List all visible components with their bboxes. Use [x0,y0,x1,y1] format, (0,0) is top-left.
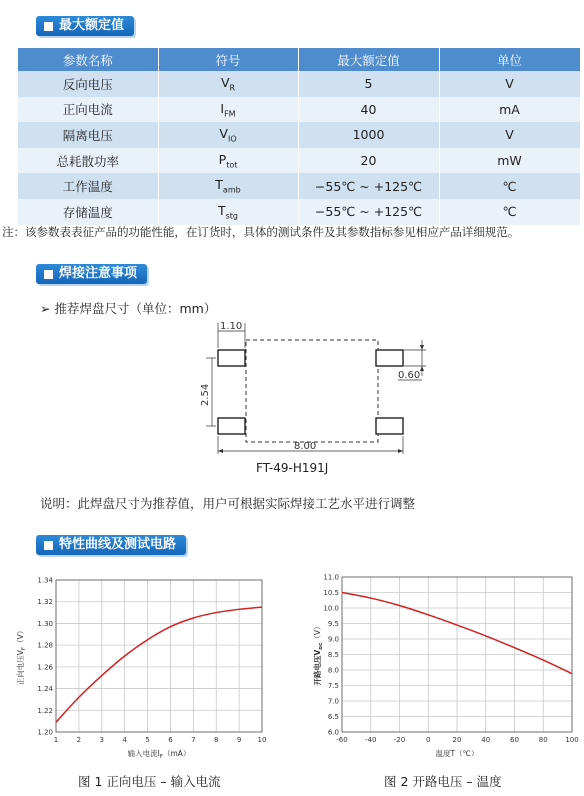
y-tick-label: 6.5 [327,713,339,721]
column-header: 最大额定值 [298,48,439,71]
pad-top-left [218,350,245,366]
x-tick-label: 4 [122,736,127,744]
x-tick-label: 80 [538,736,548,744]
x-tick-label: 20 [452,736,462,744]
section-header-curves [36,535,186,555]
package-outline [246,340,378,442]
param-symbol: $T_{stg}$ [158,199,298,225]
x-tick-label: 10 [257,736,267,744]
param-symbol: $I_{FM}$ [158,97,298,123]
chart2-caption: 图 2 开路电压 – 温度 [384,774,502,789]
section-title: 焊接注意事项 [59,266,138,281]
param-name: 总耗散功率 [18,148,158,174]
x-tick-label: 5 [145,736,150,744]
section-title: 最大额定值 [59,18,125,33]
square-bullet-icon [44,541,53,550]
pad-bottom-left [218,418,245,434]
param-name: 隔离电压 [18,122,158,148]
param-unit: mW [439,148,580,174]
forward-voltage-series-line [56,607,262,722]
param-unit: V [439,71,580,97]
column-header: 单位 [439,48,580,71]
pad-top-right [376,350,403,366]
dim-right-label: 0.60 [398,370,421,381]
y-tick-label: 7.5 [327,682,339,690]
chart1-caption: 图 1 正向电压 – 输入电流 [78,774,221,789]
x-tick-label: 40 [481,736,491,744]
param-symbol: $P_{tot}$ [158,148,298,174]
y-tick-label: 1.28 [37,641,53,650]
column-header: 符号 [158,48,298,71]
table-row [18,199,580,225]
x-tick-label: 1 [53,736,59,744]
plot-frame [56,580,262,732]
param-name: 存储温度 [18,199,158,225]
table-note: 注：该参数表表征产品的功能性能，在订货时，具体的测试条件及其参数指标参见相应产品详细规范。 [2,225,520,239]
param-value: −55℃ ~ +125℃ [298,173,439,199]
table-row [18,148,580,174]
param-name: 工作温度 [18,173,158,199]
x-tick-label: 7 [191,736,196,744]
square-bullet-icon [44,270,53,279]
y-tick-label: 8.5 [327,651,339,659]
y-tick-label: 11.0 [323,573,339,582]
param-symbol: $T_{amb}$ [158,173,298,199]
y-tick-label: 1.20 [37,728,53,737]
dim-bottom-label: 8.00 [294,441,317,452]
x-tick-label: 9 [236,736,242,744]
x-tick-label: 2 [76,736,82,744]
y-tick-label: 1.30 [37,619,53,628]
table-row [18,71,580,97]
open-circuit-voltage-chart [300,568,584,758]
forward-voltage-chart [0,568,290,758]
x-axis-label: 输入电流$I_F(mA)$ [127,749,191,758]
package-code: FT-49-H191J [256,461,329,475]
param-value: 20 [298,148,439,174]
pad-explanation: 说明：此焊盘尺寸为推荐值，用户可根据实际焊接工艺水平进行调整 [40,496,416,511]
x-tick-label: 100 [565,736,579,744]
x-tick-label: 8 [213,736,219,744]
table-header-row [18,48,580,71]
param-symbol: $V_{IO}$ [158,122,298,148]
param-unit: ℃ [439,199,580,225]
section-header-soldering [36,264,147,284]
param-value: 5 [298,71,439,97]
param-name: 正向电流 [18,97,158,123]
param-unit: mA [439,97,580,123]
y-axis-label: 开路电压$V_{oc}(V)$ [313,622,324,686]
dim-left-label: 2.54 [200,383,211,406]
y-tick-label: 1.26 [37,663,53,672]
y-tick-label: 1.34 [37,576,53,585]
square-bullet-icon [44,22,53,31]
param-unit: ℃ [439,173,580,199]
table-row [18,122,580,148]
y-axis-label: 正向电压$V_F(V)$ [16,626,27,686]
param-symbol: $V_R$ [158,71,298,97]
y-tick-label: 10.5 [323,589,339,597]
param-value: −55℃ ~ +125℃ [298,199,439,225]
pad-layout-diagram [190,318,440,458]
x-tick-label: -20 [393,736,406,744]
y-tick-label: 1.32 [37,598,53,607]
y-tick-label: 8.0 [327,666,339,675]
y-tick-label: 1.24 [37,685,53,694]
y-tick-label: 1.22 [37,706,53,715]
dim-top-label: 1.10 [220,321,243,332]
column-header: 参数名称 [18,48,158,71]
pad-bottom-right [376,418,403,434]
x-tick-label: -60 [336,736,348,744]
section-title: 特性曲线及测试电路 [59,537,177,552]
y-tick-label: 7.0 [327,697,339,706]
x-tick-label: 60 [510,736,519,744]
param-value: 40 [298,97,439,123]
y-tick-label: 10.0 [323,604,339,613]
param-value: 1000 [298,122,439,148]
x-tick-label: 0 [426,736,431,744]
param-name: 反向电压 [18,71,158,97]
y-tick-label: 9.0 [327,635,339,644]
pad-size-title: ➢ 推荐焊盘尺寸（单位：mm） [40,301,217,316]
y-tick-label: 9.5 [327,620,339,628]
param-unit: V [439,122,580,148]
x-tick-label: 3 [99,736,105,744]
max-ratings-table [18,48,581,225]
section-header-max-ratings [36,16,134,36]
table-row [18,173,580,199]
y-tick-label: 6.0 [327,728,339,737]
table-row [18,97,580,123]
x-tick-label: -40 [365,736,377,744]
x-tick-label: 6 [168,736,173,744]
x-axis-label: 温度T（℃） [435,749,479,758]
